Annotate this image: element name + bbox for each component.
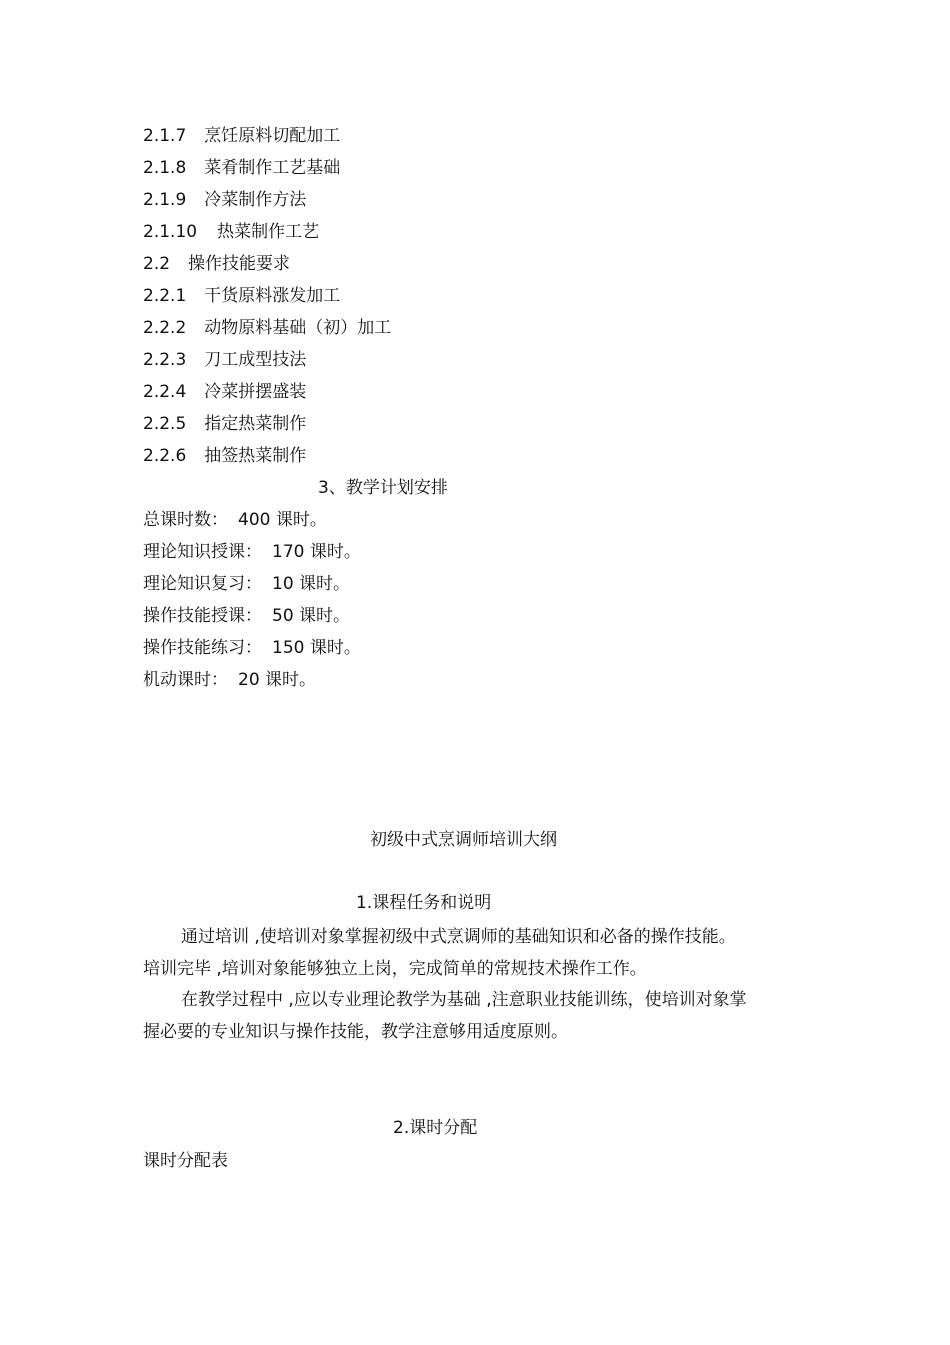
hours-value: 50 课时。: [272, 606, 351, 626]
outline-number: 2.1.10: [143, 222, 198, 242]
outline-text: 冷菜拼摆盛装: [204, 382, 307, 402]
paragraph-2-line-1: 在教学过程中 ,应以专业理论教学为基础 ,注意职业技能训练，使培训对象掌: [181, 990, 747, 1010]
hours-label: 理论知识授课：: [143, 542, 262, 562]
hours-item: [143, 669, 316, 691]
outline-text: 菜肴制作工艺基础: [204, 158, 341, 178]
outline-number: 2.1.7: [143, 126, 187, 146]
plan-heading: 3、教学计划安排: [318, 478, 448, 498]
outline-item: [143, 253, 290, 275]
outline-text: 干货原料涨发加工: [204, 286, 341, 306]
hours-value: 150 课时。: [272, 638, 361, 658]
outline-number: 2.2.6: [143, 446, 187, 466]
hours-label: 理论知识复习：: [143, 574, 262, 594]
hours-item: [143, 605, 350, 627]
outline-number: 2.1.9: [143, 190, 187, 210]
outline-item: [143, 189, 306, 211]
outline-text: 操作技能要求: [188, 254, 291, 274]
hours-label: 机动课时：: [143, 670, 228, 690]
outline-item: [143, 413, 306, 435]
outline-number: 2.1.8: [143, 158, 187, 178]
paragraph-1-line-1: 通过培训 ,使培训对象掌握初级中式烹调师的基础知识和必备的操作技能。: [181, 927, 736, 947]
table-caption: 课时分配表: [143, 1151, 228, 1171]
paragraph-1-line-2: 培训完毕 ,培训对象能够独立上岗，完成简单的常规技术操作工作。: [143, 959, 647, 979]
outline-text: 烹饪原料切配加工: [204, 126, 341, 146]
outline-text: 动物原料基础（初）加工: [204, 318, 392, 338]
outline-item: [143, 381, 306, 403]
outline-number: 2.2: [143, 254, 171, 274]
hours-item: [143, 541, 361, 563]
hours-label: 操作技能练习：: [143, 638, 262, 658]
hours-item: [143, 637, 361, 659]
paragraph-2-line-2: 握必要的专业知识与操作技能，教学注意够用适度原则。: [143, 1022, 568, 1042]
outline-title: 初级中式烹调师培训大纲: [370, 830, 557, 850]
outline-item: [143, 157, 340, 179]
hours-label: 总课时数：: [143, 510, 228, 530]
section-1-title: 1.课程任务和说明: [356, 893, 492, 913]
outline-text: 热菜制作工艺: [217, 222, 320, 242]
outline-item: [143, 317, 391, 339]
outline-item: [143, 445, 306, 467]
outline-number: 2.2.3: [143, 350, 187, 370]
outline-text: 刀工成型技法: [204, 350, 307, 370]
hours-value: 10 课时。: [272, 574, 351, 594]
hours-item: [143, 573, 350, 595]
outline-number: 2.2.5: [143, 414, 187, 434]
hours-label: 操作技能授课：: [143, 606, 262, 626]
outline-text: 抽签热菜制作: [204, 446, 307, 466]
outline-number: 2.2.1: [143, 286, 187, 306]
outline-item: [143, 221, 319, 243]
outline-item: [143, 285, 340, 307]
hours-value: 170 课时。: [272, 542, 361, 562]
outline-text: 指定热菜制作: [204, 414, 307, 434]
hours-value: 20 课时。: [238, 670, 317, 690]
outline-number: 2.2.2: [143, 318, 187, 338]
outline-item: [143, 125, 340, 147]
section-2-title: 2.课时分配: [393, 1118, 478, 1138]
outline-item: [143, 349, 306, 371]
hours-value: 400 课时。: [238, 510, 327, 530]
outline-text: 冷菜制作方法: [204, 190, 307, 210]
outline-number: 2.2.4: [143, 382, 187, 402]
hours-item: [143, 509, 327, 531]
